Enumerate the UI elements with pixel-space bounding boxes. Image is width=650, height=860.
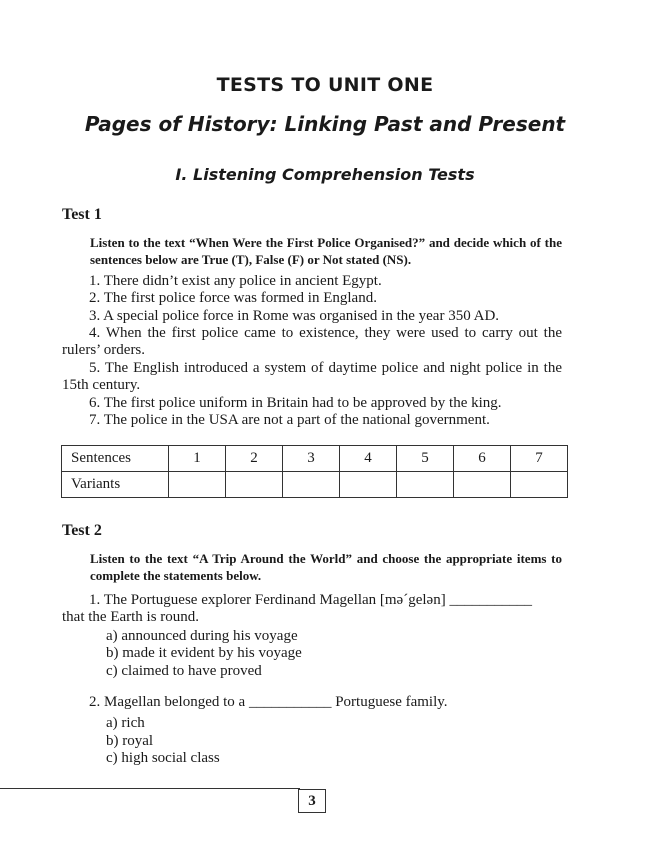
test1-heading: Test 1 — [62, 206, 102, 223]
q2-option-a: a) rich — [106, 715, 145, 731]
q1-option-b: b) made it evident by his voyage — [106, 645, 302, 661]
column-header: 6 — [454, 446, 511, 472]
q1-option-a: a) announced during his voyage — [106, 628, 298, 644]
test1-sentence-6: 6. The first police uniform in Britain had to be approved by the king. — [89, 395, 502, 411]
table-row — [62, 472, 568, 498]
unit-title: TESTS TO UNIT ONE — [216, 74, 434, 96]
column-header: 7 — [511, 446, 568, 472]
answer-cell[interactable] — [226, 472, 283, 498]
column-header: 1 — [169, 446, 226, 472]
column-header: 5 — [397, 446, 454, 472]
test1-sentence-5: 5. The English introduced a system of daytime police and night police in the 15th century. — [62, 360, 562, 393]
row-label-variants: Variants — [62, 472, 169, 498]
test2-question-2: 2. Magellan belonged to a ___________ Portuguese family. — [89, 694, 448, 710]
footer-rule — [0, 788, 300, 789]
column-header: 4 — [340, 446, 397, 472]
test1-sentence-3: 3. A special police force in Rome was organised in the year 350 AD. — [89, 308, 500, 324]
row-label-sentences: Sentences — [62, 446, 169, 472]
answer-cell[interactable] — [454, 472, 511, 498]
test2-heading: Test 2 — [62, 522, 102, 539]
q2-option-b: b) royal — [106, 733, 154, 749]
answer-cell[interactable] — [511, 472, 568, 498]
column-header: 3 — [283, 446, 340, 472]
q2-option-c: c) high social class — [106, 750, 220, 766]
answer-cell[interactable] — [283, 472, 340, 498]
table-row — [62, 446, 568, 472]
answer-cell[interactable] — [340, 472, 397, 498]
answer-table — [61, 445, 568, 498]
test1-sentence-1: 1. There didn’t exist any police in ancient Egypt. — [89, 273, 382, 289]
test1-instruction: Listen to the text “When Were the First Police Organised?” and decide which of the sentences below are True (T), False (F) or Not stated (NS). — [90, 235, 562, 267]
test2-question-1-cont: that the Earth is round. — [62, 609, 200, 625]
q1-option-c: c) claimed to have proved — [106, 663, 262, 679]
unit-subtitle: Pages of History: Linking Past and Present — [84, 112, 566, 136]
answer-cell[interactable] — [169, 472, 226, 498]
test2-instruction: Listen to the text “A Trip Around the World” and choose the appropriate items to complete the statements below. — [90, 551, 562, 583]
test1-sentence-2: 2. The first police force was formed in England. — [89, 290, 377, 306]
page-number: 3 — [298, 789, 326, 813]
test1-sentence-4: 4. When the first police came to existence, they were used to carry out the rulers’ orders. — [62, 325, 562, 358]
answer-cell[interactable] — [397, 472, 454, 498]
test2-question-1: 1. The Portuguese explorer Ferdinand Magellan [mə´gelən] ___________ — [89, 592, 532, 608]
column-header: 2 — [226, 446, 283, 472]
section-title: I. Listening Comprehension Tests — [175, 165, 475, 184]
test1-sentence-7: 7. The police in the USA are not a part of the national government. — [89, 412, 490, 428]
